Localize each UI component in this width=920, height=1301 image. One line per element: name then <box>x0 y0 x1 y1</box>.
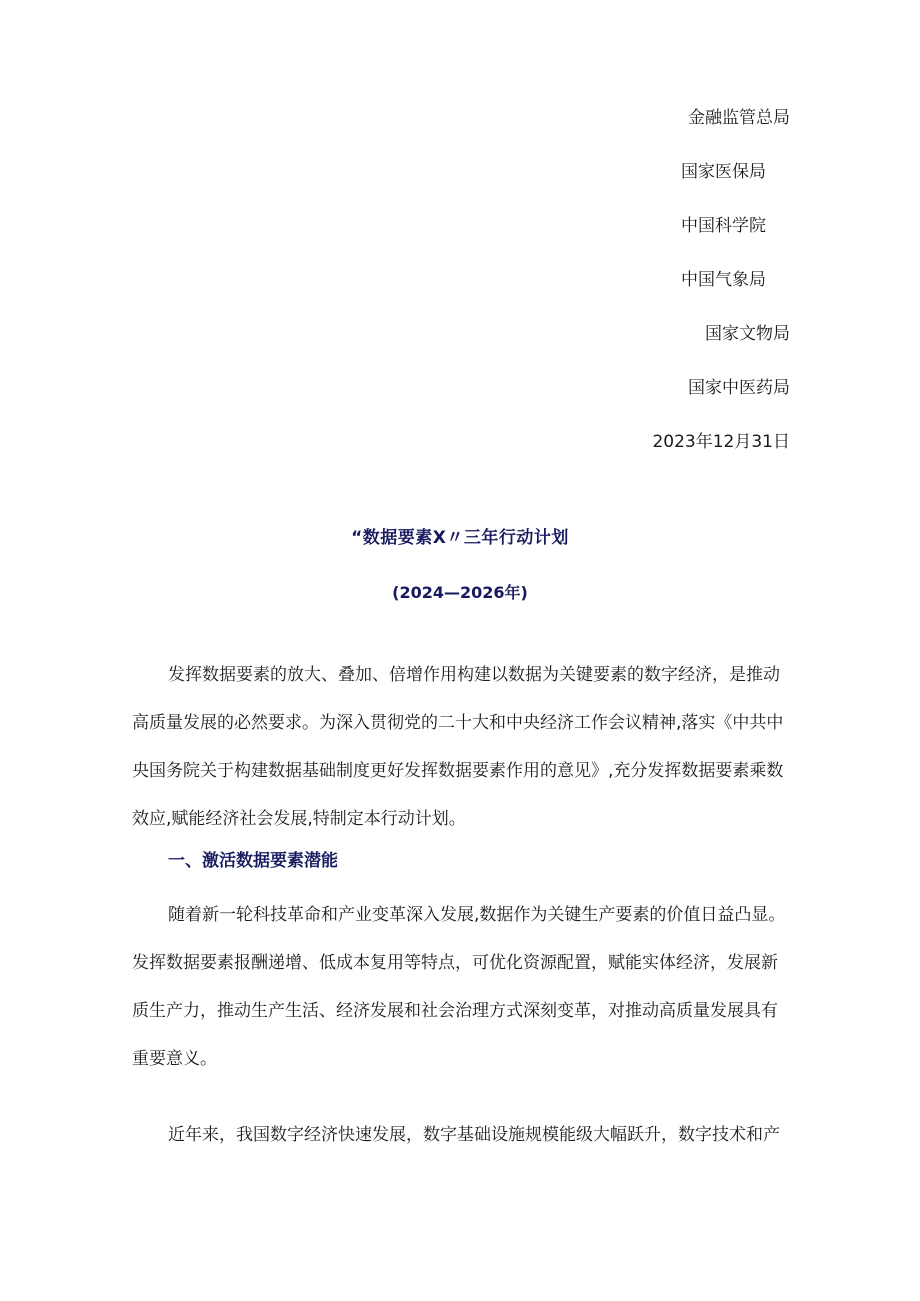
intro-paragraph: 发挥数据要素的放大、叠加、倍增作用构建以数据为关键要素的数字经济，是推动高质量发展的必然要求。为深入贯彻党的二十大和中央经济工作会议精神,落实《中共中央国务院关于构建数据基础制度更好发挥数据要素作用的意见》,充分发挥数据要素乘数效应,赋能经济社会发展,特制定本行动计划。 <box>132 665 784 829</box>
section-paragraph: 随着新一轮科技革命和产业变革深入发展,数据作为关键生产要素的价值日益凸显。发挥数据要素报酬递增、低成本复用等特点，可优化资源配置，赋能实体经济，发展新质生产力，推动生产生活、经济发展和社会治理方式深刻变革，对推动高质量发展具有重要意义。 <box>132 905 786 1069</box>
section-paragraph: 近年来，我国数字经济快速发展，数字基础设施规模能级大幅跃升，数字技术和产 <box>168 1125 780 1145</box>
document-title: “数据要素X〃三年行动计划 <box>351 528 569 548</box>
agency-name: 金融监管总局 <box>688 108 790 128</box>
agency-name: 国家中医药局 <box>688 378 790 398</box>
agency-name: 国家医保局 <box>681 162 766 182</box>
agency-name: 国家文物局 <box>705 324 790 344</box>
document-subtitle: (2024—2026年) <box>392 583 528 602</box>
agency-name: 中国科学院 <box>681 216 766 236</box>
issuing-agencies-block <box>600 104 790 482</box>
agency-name: 中国气象局 <box>681 270 766 290</box>
section-heading: 一、激活数据要素潜能 <box>168 851 338 871</box>
issue-date: 2023年12月31日 <box>652 432 790 452</box>
